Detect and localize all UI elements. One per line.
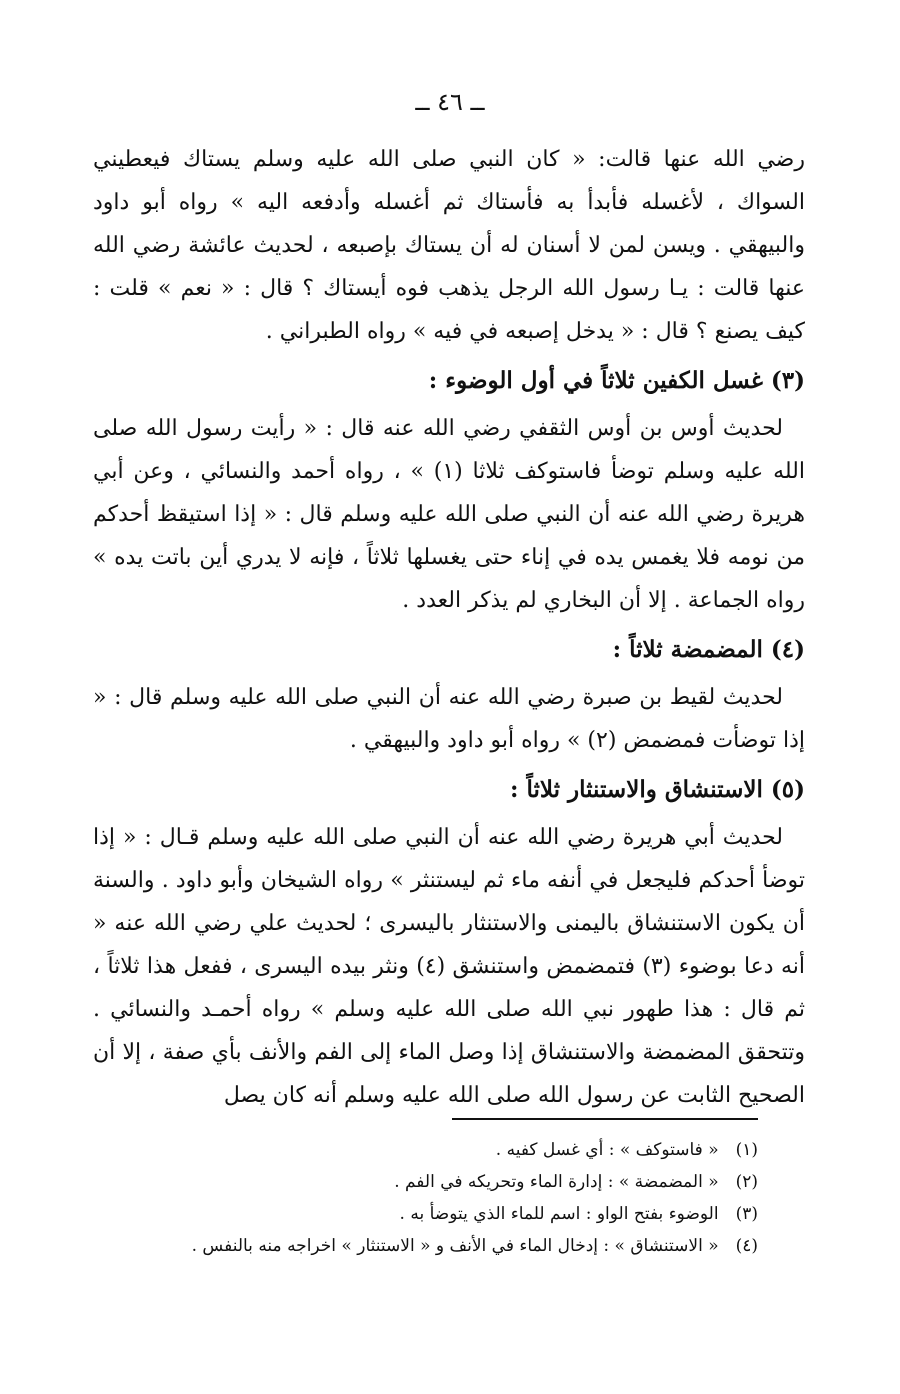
page-body: [93, 138, 805, 1117]
heading-washing-hands: (٣) غسل الكفين ثلاثاً في أول الوضوء :: [428, 367, 805, 394]
footnotes-list: [118, 1134, 758, 1262]
page-number: ــ ٤٦ ــ: [415, 88, 485, 116]
footnote-1: [118, 1134, 758, 1166]
footnote-text: « الاستنشاق » : إدخال الماء في الأنف و « الاستنثار » اخراجه منه بالنفس .: [191, 1236, 719, 1256]
paragraph-rinsing-mouth: لحديث لقيط بن صبرة رضي الله عنه أن النبي صلى الله عليه وسلم قال : « إذا توضأت فمضمض (٢) » رواه أبو داود والبيهقي .: [93, 685, 805, 753]
footnote-2: [118, 1166, 758, 1198]
footnote-number: (٤): [735, 1236, 758, 1256]
footnote-text: « فاستوكف » : أي غسل كفيه .: [495, 1140, 719, 1160]
heading-rinsing-nose: (٥) الاستنشاق والاستنثار ثلاثاً :: [509, 776, 805, 803]
footnote-3: [118, 1198, 758, 1230]
footnote-divider: [452, 1118, 758, 1120]
footnote-number: (٣): [735, 1204, 758, 1224]
footnote-4: [118, 1230, 758, 1262]
footnote-text: الوضوء بفتح الواو : اسم للماء الذي يتوضأ به .: [399, 1204, 719, 1224]
heading-rinsing-mouth: (٤) المضمضة ثلاثاً :: [612, 636, 805, 663]
paragraph-washing-hands: لحديث أوس بن أوس الثقفي رضي الله عنه قال : « رأيت رسول الله صلى الله عليه وسلم توضأ فاستوكف ثلاثا (١) » ، رواه أحمد والنسائي ، وعن أبي هريرة رضي الله عنه أن النبي صلى الله عليه وسلم قال : « إذا استيقظ أحدكم من نومه فلا يغمس يده في إناء حتى يغسلها ثلاثاً ، فإنه لا يدري أين باتت يده » رواه الجماعة . إلا أن البخاري لم يذكر العدد .: [93, 416, 805, 613]
footnote-number: (١): [735, 1140, 758, 1160]
paragraph-siwak-continued: رضي الله عنها قالت: « كان النبي صلى الله عليه وسلم يستاك فيعطيني السواك ، لأغسله فأبدأ به فأستاك ثم أغسله وأدفعه اليه » رواه أبو داود والبيهقي . ويسن لمن لا أسنان له أن يستاك بإصبعه ، لحديث عائشة رضي الله عنها قالت : يـا رسول الله الرجل يذهب فوه أيستاك ؟ قال : « نعم » قلت : كيف يصنع ؟ قال : « يدخل إصبعه في فيه » رواه الطبراني .: [93, 147, 805, 344]
footnote-text: « المضمضة » : إدارة الماء وتحريكه في الفم .: [394, 1172, 719, 1192]
paragraph-rinsing-nose: لحديث أبي هريرة رضي الله عنه أن النبي صلى الله عليه وسلم قـال : « إذا توضأ أحدكم فليجعل في أنفه ماء ثم ليستنثر » رواه الشيخان وأبو داود . والسنة أن يكون الاستنشاق باليمنى والاستنثار باليسرى ؛ لحديث علي رضي الله عنه « أنه دعا بوضوء (٣) فتمضمض واستنشق (٤) ونثر بيده اليسرى ، ففعل هذا ثلاثاً ، ثم قال : هذا طهور نبي الله صلى الله عليه وسلم » رواه أحمـد والنسائي . وتتحقق المضمضة والاستنشاق إذا وصل الماء إلى الفم والأنف بأي صفة ، إلا أن الصحيح الثابت عن رسول الله صلى الله عليه وسلم أنه كان يصل: [93, 825, 805, 1108]
footnote-number: (٢): [735, 1172, 758, 1192]
